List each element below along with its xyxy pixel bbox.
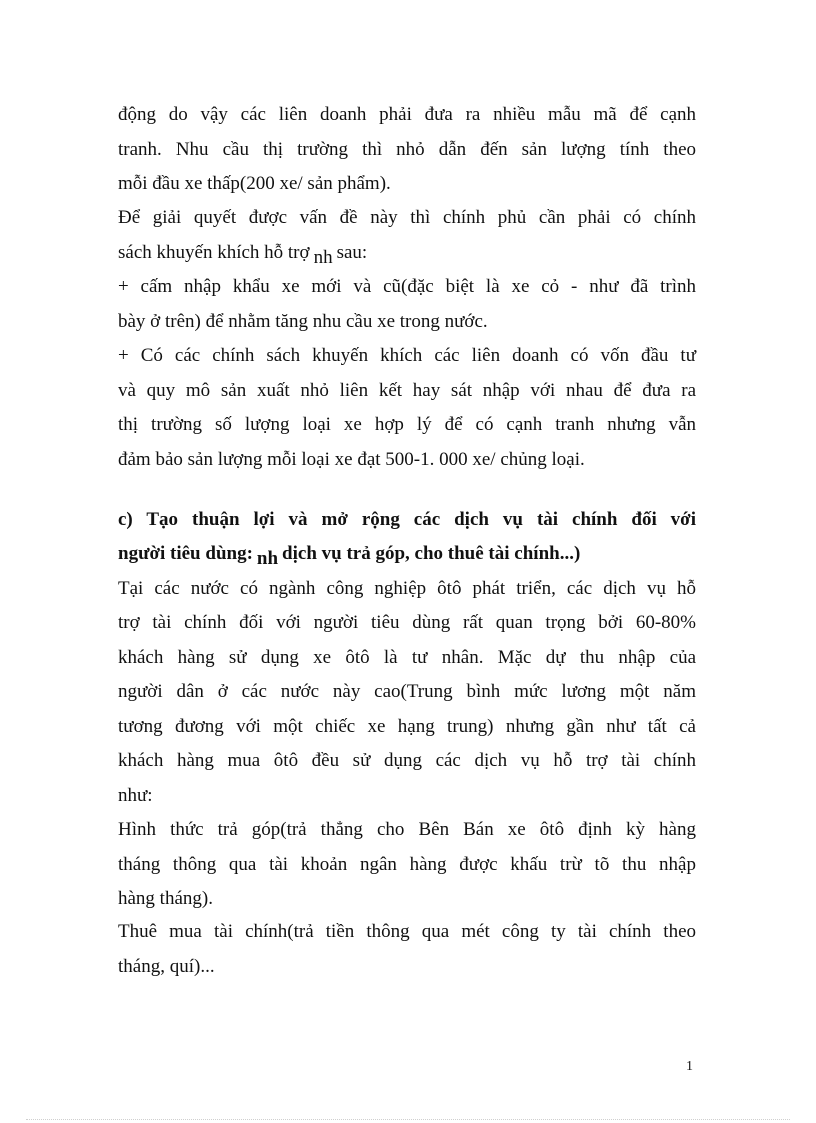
- body-line: Thuê mua tài chính(trả tiền thông qua mét công ty tài chính theo: [118, 921, 696, 942]
- body-text: sau:: [336, 242, 368, 263]
- body-line: tháng, quí)...: [118, 956, 215, 977]
- body-line: hàng tháng).: [118, 888, 213, 909]
- page-number: 1: [686, 1059, 693, 1074]
- body-line: khách hàng mua ôtô đều sử dụng các dịch vụ hỗ trợ tài chính: [118, 750, 696, 771]
- body-line: Để giải quyết được vấn đề này thì chính phủ cần phải có chính: [118, 207, 696, 228]
- body-line: và quy mô sản xuất nhỏ liên kết hay sát nhập với nhau để đưa ra: [118, 380, 696, 401]
- body-line: Hình thức trả góp(trả thẳng cho Bên Bán xe ôtô định kỳ hàng: [118, 819, 696, 840]
- body-line: thị trường số lượng loại xe hợp lý để có cạnh tranh nhưng vẫn: [118, 414, 696, 435]
- body-line: [118, 241, 696, 268]
- body-line: động do vậy các liên doanh phải đưa ra nhiều mẫu mã để cạnh: [118, 104, 696, 125]
- body-line: mỗi đầu xe thấp(200 xe/ sản phẩm).: [118, 173, 391, 194]
- body-line: đảm bảo sản lượng mỗi loại xe đạt 500-1. 000 xe/ chủng loại.: [118, 449, 585, 470]
- body-line: Tại các nước có ngành công nghiệp ôtô phát triển, các dịch vụ hỗ: [118, 578, 696, 599]
- heading-text: dịch vụ trả góp, cho thuê tài chính...): [282, 543, 581, 564]
- body-text: sách khuyến khích hỗ trợ: [118, 242, 310, 263]
- body-line: như:: [118, 785, 153, 806]
- section-heading: [118, 542, 696, 569]
- body-line: tháng thông qua tài khoản ngân hàng được khấu trừ tõ thu nhập: [118, 854, 696, 875]
- body-line: trợ tài chính đối với người tiêu dùng rất quan trọng bởi 60-80%: [118, 612, 696, 633]
- body-line: tương đương với một chiếc xe hạng trung) nhưng gần như tất cả: [118, 716, 696, 737]
- body-line: + Có các chính sách khuyến khích các liên doanh có vốn đầu tư: [118, 345, 696, 366]
- body-line: khách hàng sử dụng xe ôtô là tư nhân. Mặc dự thu nhập của: [118, 647, 696, 668]
- body-line: người dân ở các nước này cao(Trung bình mức lương một năm: [118, 681, 696, 702]
- page-bottom-rule: [26, 1119, 790, 1120]
- body-line: bày ở trên) để nhằm tăng nhu cầu xe trong nước.: [118, 311, 488, 332]
- small-fragment: nh: [313, 247, 333, 268]
- small-fragment: nh: [256, 548, 279, 569]
- body-line: tranh. Nhu cầu thị trường thì nhỏ dẫn đến sản lượng tính theo: [118, 139, 696, 160]
- body-line: + cấm nhập khẩu xe mới và cũ(đặc biệt là xe cỏ - như đã trình: [118, 276, 696, 297]
- heading-text: người tiêu dùng:: [118, 543, 253, 564]
- section-heading: c) Tạo thuận lợi và mở rộng các dịch vụ tài chính đối với: [118, 509, 696, 530]
